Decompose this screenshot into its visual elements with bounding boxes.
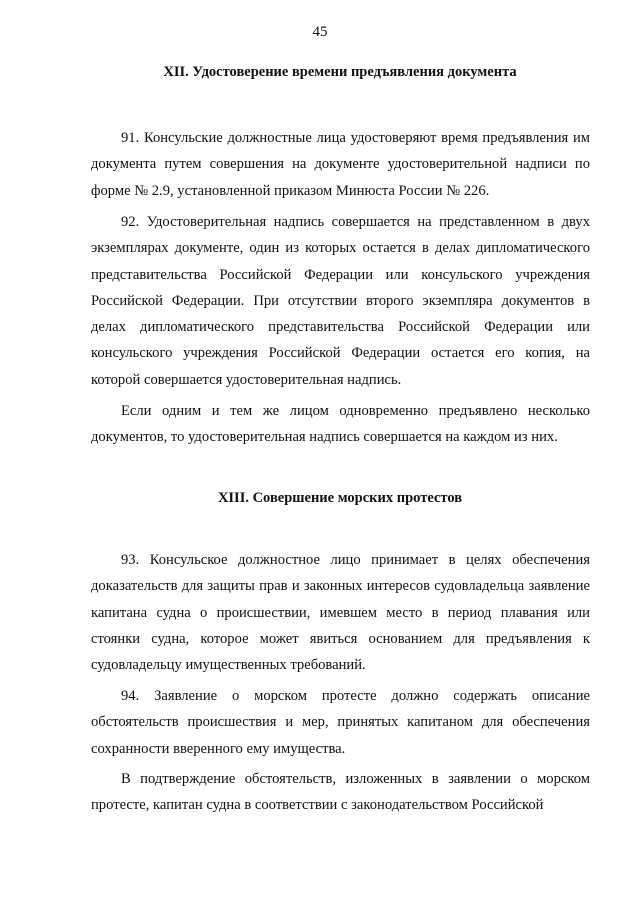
paragraph-93: 93. Консульское должностное лицо принимает в целях обеспечения доказательств для защиты прав и законных интересов судовладельца заявление капитана судна о происшествии, имевшем место в период плавания или стоянки судна, которое может явиться основанием для предъявления к судовладельцу имущественных требований. (91, 552, 590, 674)
paragraph-92-continued: Если одним и тем же лицом одновременно предъявлено несколько документов, то удостоверительная надпись совершается на каждом из них. (91, 403, 590, 446)
page-number: 45 (312, 24, 328, 40)
paragraph-94-continued: В подтверждение обстоятельств, изложенных в заявлении о морском протесте, капитан судна в соответствии с законодательством Российской (91, 771, 590, 814)
section-heading-xiii: XIII. Совершение морских протестов (217, 490, 463, 506)
section-heading-xii: XII. Удостоверение времени предъявления документа (163, 64, 517, 80)
paragraph-91: 91. Консульские должностные лица удостоверяют время предъявления им документа путем совершения на документе удостоверительной надписи по форме № 2.9, установленной приказом Минюста России № 226. (91, 130, 590, 199)
paragraph-92: 92. Удостоверительная надпись совершается на представленном в двух экземплярах документе, один из которых остается в делах дипломатического представительства Российской Федерации или консульского учреждения Российской Федерации. При отсутствии второго экземпляра документов в делах дипломатического представительства Российской Федерации или консульского учреждения Российской Федерации остается его копия, на которой совершается удостоверительная надпись. (91, 214, 590, 388)
paragraph-94: 94. Заявление о морском протесте должно содержать описание обстоятельств происшествия и мер, принятых капитаном для обеспечения сохранности вверенного ему имущества. (91, 688, 590, 757)
